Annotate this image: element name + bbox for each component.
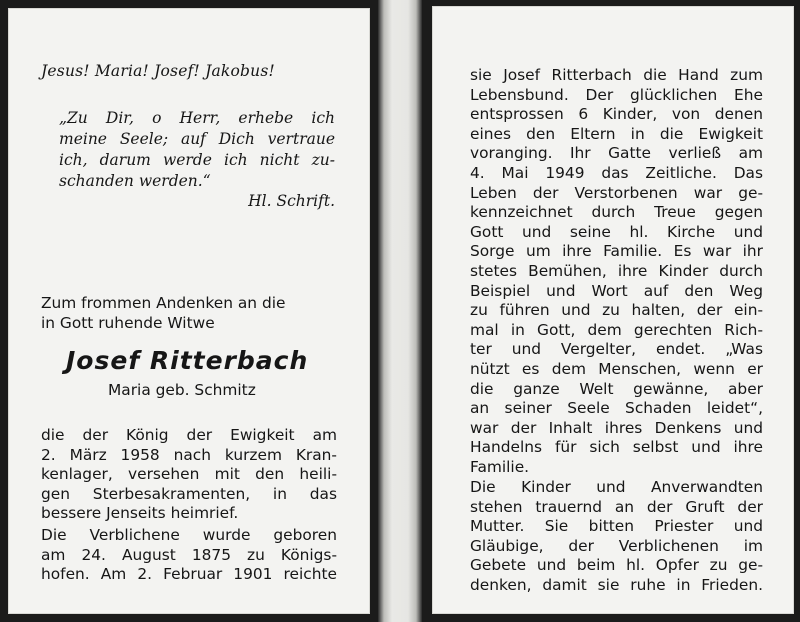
- text-line: Mutter. Sie bitten Priester und: [470, 517, 763, 536]
- text-line: eines den Eltern in die Ewigkeit: [470, 124, 763, 143]
- text-line: stehen trauernd an der Gruft der: [470, 497, 763, 516]
- quote-source: Hl. Schrift.: [248, 192, 335, 210]
- text-line: Gott und seine hl. Kirche und: [470, 222, 763, 241]
- text-line: kennzeichnet durch Treue gegen: [470, 203, 763, 222]
- death-paragraph: [41, 426, 337, 524]
- quote-line: meine Seele; auf Dich vertraue: [59, 130, 335, 148]
- invocation: Jesus! Maria! Josef! Jakobus!: [41, 62, 275, 80]
- text-line: stetes Bemühen, ihre Kinder durch: [470, 261, 763, 280]
- text-line: Die Kinder und Anverwandten: [470, 478, 763, 496]
- text-line: mal in Gott, dem gerechten Rich-: [470, 320, 763, 339]
- text-line: die der König der Ewigkeit am: [41, 426, 337, 444]
- text-line: Leben der Verstorbenen war ge-: [470, 183, 763, 202]
- text-line: Handelns für sich selbst und ihre: [470, 438, 763, 457]
- quote-line: „Zu Dir, o Herr, erhebe ich: [59, 109, 335, 127]
- text-line: die ganze Welt gewänne, aber: [470, 379, 763, 398]
- text-line: Beispiel und Wort auf den Weg: [470, 281, 763, 300]
- text-line: kenlager, versehen mit den heili-: [41, 465, 337, 484]
- text-line: denken, damit sie ruhe in Frieden.: [470, 575, 763, 594]
- text-line: Die Verblichene wurde geboren: [41, 526, 337, 544]
- text-line: Gläubige, der Verblichenen im: [470, 536, 763, 555]
- text-line: hofen. Am 2. Februar 1901 reichte: [41, 565, 337, 584]
- family-paragraph: [470, 478, 763, 596]
- text-line: war der Inhalt ihres Denkens und: [470, 418, 763, 437]
- text-line: nützt es dem Menschen, wenn er: [470, 359, 763, 378]
- text-line: Sorge um ihre Familie. Es war ihr: [470, 242, 763, 261]
- text-line: ter und Vergelter, endet. „Was: [470, 340, 763, 359]
- text-line: voranging. Ihr Gatte verließ am: [470, 144, 763, 163]
- text-line: Gebete und beim hl. Opfer zu ge-: [470, 556, 763, 575]
- intro-line: in Gott ruhende Witwe: [41, 313, 215, 332]
- maiden-name: Maria geb. Schmitz: [108, 381, 256, 399]
- intro-text: [41, 294, 337, 333]
- page-fold: [378, 0, 422, 622]
- text-line: zu führen und zu halten, der ein-: [470, 301, 763, 320]
- text-line: bessere Jenseits heimrief.: [41, 504, 239, 523]
- left-card-page: [8, 8, 370, 614]
- text-line: gen Sterbesakramenten, in das: [41, 484, 337, 503]
- text-line: Familie.: [470, 457, 530, 476]
- text-line: entsprossen 6 Kinder, von denen: [470, 105, 763, 124]
- bible-quote: [59, 108, 335, 192]
- biography-continued: [470, 66, 763, 477]
- right-card-page: [432, 6, 794, 614]
- deceased-name: Josef Ritterbach: [66, 346, 309, 375]
- text-line: Lebensbund. Der glücklichen Ehe: [470, 85, 763, 104]
- biography-paragraph: [41, 526, 337, 585]
- text-line: am 24. August 1875 zu Königs-: [41, 545, 337, 564]
- quote-line: schanden werden.“: [59, 172, 211, 190]
- quote-line: ich, darum werde ich nicht zu-: [59, 151, 335, 169]
- text-line: 2. März 1958 nach kurzem Kran-: [41, 445, 337, 464]
- text-line: 4. Mai 1949 das Zeitliche. Das: [470, 163, 763, 182]
- intro-line: Zum frommen Andenken an die: [41, 294, 286, 312]
- text-line: an seiner Seele Schaden leidet“,: [470, 399, 763, 418]
- text-line: sie Josef Ritterbach die Hand zum: [470, 66, 763, 84]
